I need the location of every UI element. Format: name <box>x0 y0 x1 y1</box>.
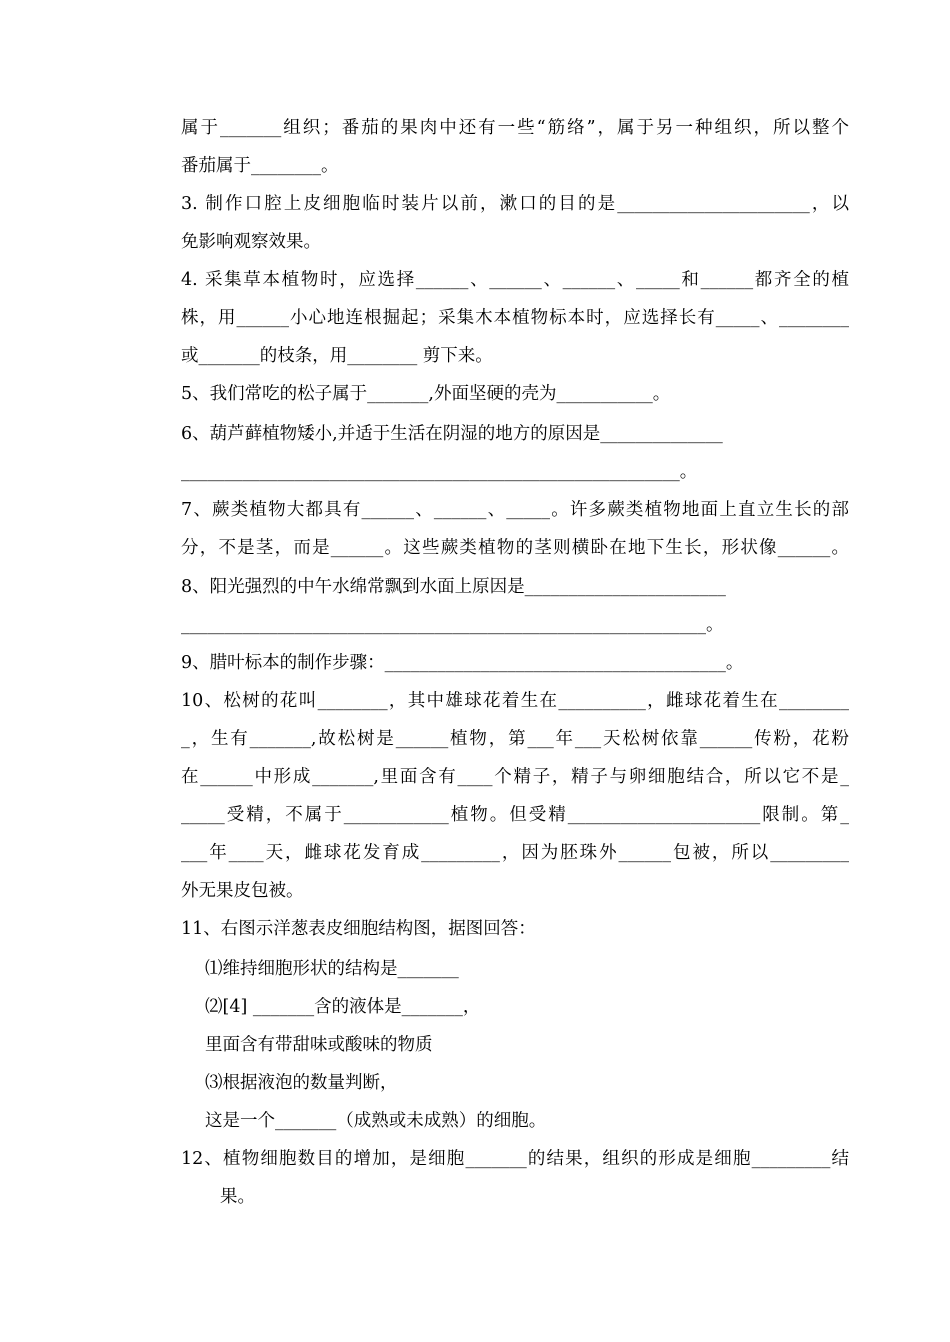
text-line: 属于_______组织；番茄的果肉中还有一些“筋络”，属于另一种组织，所以整个 <box>181 118 849 138</box>
text-line: 株，用______小心地连根掘起；采集木本植物标本时，应选择长有_____、________ <box>181 308 849 328</box>
text-line: 或_______的枝条，用________ 剪下来。 <box>181 346 493 366</box>
question-9: 9、腊叶标本的制作步骤：_______________________________________。 <box>181 653 744 673</box>
text-line: 分，不是茎，而是______。这些蕨类植物的茎则横卧在地下生长，形状像______。 <box>181 538 849 558</box>
question-11-part-3: ⑶根据液泡的数量判断， <box>205 1073 398 1093</box>
text-line: 外无果皮包被。 <box>181 881 304 901</box>
text-line: 免影响观察效果。 <box>181 232 321 252</box>
text-line: 里面含有带甜味或酸味的物质 <box>205 1035 433 1055</box>
question-10: 10、松树的花叫________，其中雄球花着生在__________，雌球花着生在________ <box>181 691 849 711</box>
text-line: _____受精，不属于____________植物。但受精______________________限制。第_ <box>181 805 849 825</box>
text-line: 在______中形成_______,里面含有____个精子，精子与卵细胞结合，所以它不是_ <box>181 767 849 787</box>
question-5: 5、我们常吃的松子属于_______,外面坚硬的壳为___________。 <box>181 384 671 404</box>
text-line: 果。 <box>220 1187 255 1207</box>
question-11-part-2: ⑵[4] _______含的液体是_______， <box>205 997 481 1017</box>
question-12: 12、植物细胞数目的增加，是细胞_______的结果，组织的形成是细胞_________结 <box>181 1149 849 1169</box>
question-4: 4. 采集草本植物时，应选择______、______、______、_____和______都齐全的植 <box>181 270 849 290</box>
text-line: 番茄属于________。 <box>181 156 339 176</box>
question-6: 6、葫芦藓植物矮小,并适于生活在阴湿的地方的原因是______________ <box>181 424 723 444</box>
text-line: 这是一个_______（成熟或未成熟）的细胞。 <box>205 1111 547 1131</box>
question-11: 11、右图示洋葱表皮细胞结构图，据图回答： <box>181 919 536 939</box>
question-3: 3. 制作口腔上皮细胞临时装片以前，漱口的目的是______________________，以 <box>181 194 849 214</box>
text-line: ____________________________________________________________。 <box>181 615 724 635</box>
text-line: ___年____天，雌球花发育成_________，因为胚珠外______包被，所以_________ <box>181 843 849 863</box>
text-line: _________________________________________________________。 <box>181 462 698 482</box>
question-8: 8、阳光强烈的中午水绵常飘到水面上原因是_______________________ <box>181 577 726 597</box>
question-7: 7、蕨类植物大都具有______、______、_____。许多蕨类植物地面上直立生长的部 <box>181 500 849 520</box>
text-line: _，生有_______,故松树是______植物，第___年___天松树依靠______传粉，花粉 <box>181 729 849 749</box>
question-11-part-1: ⑴维持细胞形状的结构是_______ <box>205 959 459 979</box>
